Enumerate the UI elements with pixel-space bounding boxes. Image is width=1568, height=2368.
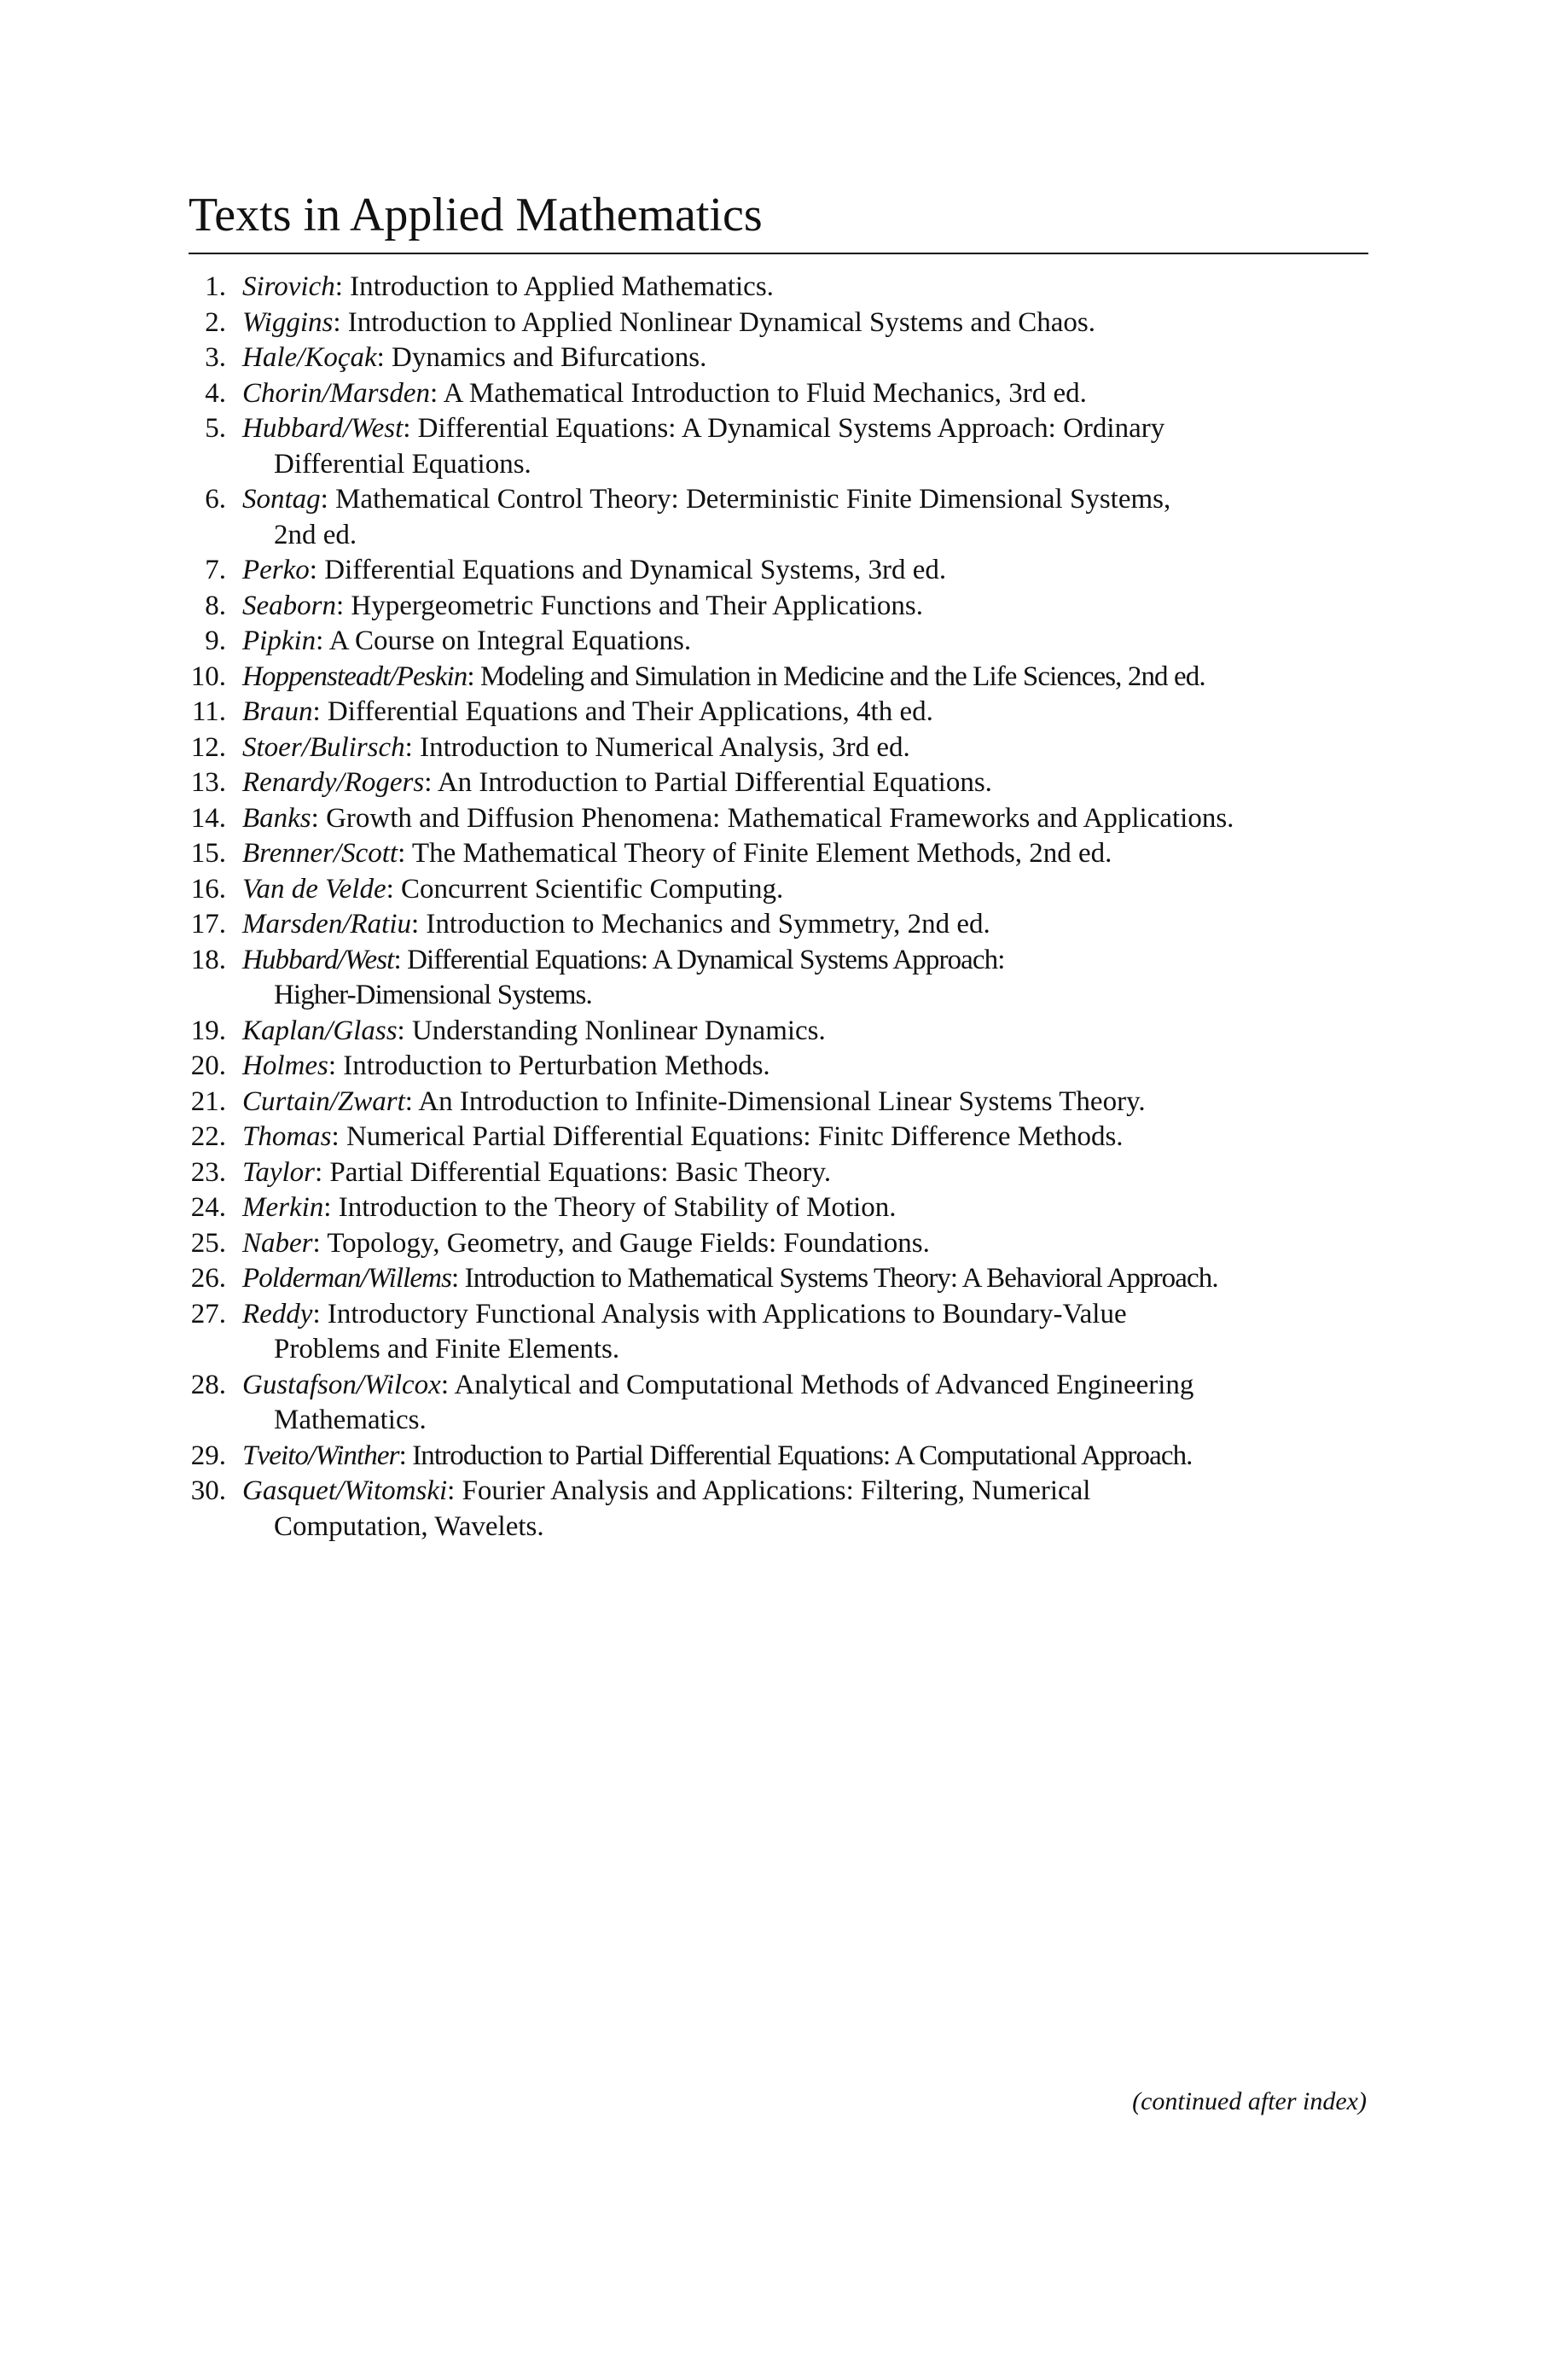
list-item: 27. Reddy: Introductory Functional Analysis with Applications to Boundary-Value Problems and Finite Elements. xyxy=(160,1297,1389,1368)
item-title: Differential Equations: A Dynamical Systems Approach: xyxy=(407,944,1005,975)
item-author: Curtain/Zwart xyxy=(242,1085,405,1117)
item-title: Partial Differential Equations: Basic Theory. xyxy=(329,1156,832,1188)
item-author: Banks xyxy=(242,802,311,834)
item-title: An Introduction to Infinite-Dimensional Linear Systems Theory. xyxy=(418,1085,1146,1117)
item-author: Reddy xyxy=(242,1298,313,1329)
list-item: 2. Wiggins: Introduction to Applied Nonlinear Dynamical Systems and Chaos. xyxy=(160,305,1389,341)
item-title: Introduction to Partial Differential Equations: A Computational Approach. xyxy=(412,1440,1193,1471)
item-number: 15. xyxy=(190,838,226,869)
item-title: Analytical and Computational Methods of Advanced Engineering xyxy=(454,1369,1194,1400)
item-title: Introduction to Perturbation Methods. xyxy=(343,1050,770,1081)
item-author: Thomas xyxy=(242,1121,332,1152)
list-item: 18. Hubbard/West: Differential Equations: A Dynamical Systems Approach: Higher-Dimensional Systems. xyxy=(160,943,1389,1014)
item-title: Modeling and Simulation in Medicine and the Life Sciences, 2nd ed. xyxy=(479,660,1205,692)
item-author: Chorin/Marsden xyxy=(242,377,431,409)
item-author: Seaborn xyxy=(242,590,336,621)
item-number: 22. xyxy=(190,1121,226,1152)
list-item: 5. Hubbard/West: Differential Equations: A Dynamical Systems Approach: Ordinary Differential Equations. xyxy=(160,411,1389,482)
list-item: 4. Chorin/Marsden: A Mathematical Introduction to Fluid Mechanics, 3rd ed. xyxy=(160,376,1389,412)
list-item: 15. Brenner/Scott: The Mathematical Theory of Finite Element Methods, 2nd ed. xyxy=(160,836,1389,872)
item-author: Hubbard/West xyxy=(242,944,394,975)
item-author: Perko xyxy=(242,555,310,585)
list-item: 29. Tveito/Winther: Introduction to Partial Differential Equations: A Computational Approach. xyxy=(160,1439,1389,1475)
item-author: Hale/Koçak xyxy=(242,342,377,373)
item-title: Fourier Analysis and Applications: Filtering, Numerical xyxy=(462,1475,1091,1506)
item-title: Introduction to Applied Mathematics. xyxy=(350,271,774,302)
item-author: Polderman/Willems xyxy=(242,1263,452,1294)
item-title: Mathematical Control Theory: Deterministic Finite Dimensional Systems, xyxy=(335,484,1171,515)
item-author: Holmes xyxy=(242,1050,328,1081)
item-title: Differential Equations and Dynamical Systems, 3rd ed. xyxy=(324,555,947,585)
list-item: 3. Hale/Koçak: Dynamics and Bifurcations. xyxy=(160,340,1389,376)
item-author: Renardy/Rogers xyxy=(242,767,425,798)
item-number: 25. xyxy=(190,1227,226,1259)
list-item: 16. Van de Velde: Concurrent Scientific Computing. xyxy=(160,872,1389,908)
item-title: Topology, Geometry, and Gauge Fields: Foundations. xyxy=(327,1227,930,1259)
list-item: 8. Seaborn: Hypergeometric Functions and Their Applications. xyxy=(160,589,1389,625)
page-title: Texts in Applied Mathematics xyxy=(189,189,763,241)
item-title: An Introduction to Partial Differential Equations. xyxy=(437,767,992,798)
item-title: Differential Equations: A Dynamical Systems Approach: Ordinary xyxy=(417,413,1165,444)
item-title-continued: Mathematics. xyxy=(274,1405,427,1435)
list-item: 22. Thomas: Numerical Partial Differential Equations: Finitc Difference Methods. xyxy=(160,1120,1389,1155)
list-item: 19. Kaplan/Glass: Understanding Nonlinear Dynamics. xyxy=(160,1014,1389,1050)
item-number: 13. xyxy=(190,767,226,798)
item-title: Differential Equations and Their Applications, 4th ed. xyxy=(327,696,933,727)
item-author: Sirovich xyxy=(242,271,335,302)
item-number: 28. xyxy=(190,1369,226,1400)
item-title-continued: Computation, Wavelets. xyxy=(274,1510,544,1542)
item-title-continued: Higher-Dimensional Systems. xyxy=(274,980,592,1010)
item-title: Introduction to Applied Nonlinear Dynamical Systems and Chaos. xyxy=(347,306,1095,338)
item-title: Introduction to Mathematical Systems Theory: A Behavioral Approach. xyxy=(464,1263,1218,1294)
list-item: 1. Sirovich: Introduction to Applied Mathematics. xyxy=(160,270,1389,305)
item-number: 29. xyxy=(190,1440,226,1471)
item-number: 9. xyxy=(205,625,226,656)
item-author: Marsden/Ratiu xyxy=(242,909,411,940)
item-title: Introduction to Mechanics and Symmetry, 2nd ed. xyxy=(426,909,990,940)
list-item: 10. Hoppensteadt/Peskin: Modeling and Simulation in Medicine and the Life Sciences, 2nd ed. xyxy=(160,660,1389,695)
list-item: 7. Perko: Differential Equations and Dynamical Systems, 3rd ed. xyxy=(160,553,1389,589)
item-title: Numerical Partial Differential Equations: Finitc Difference Methods. xyxy=(346,1121,1124,1152)
item-number: 7. xyxy=(205,555,226,585)
title-rule xyxy=(189,253,1368,254)
item-author: Merkin xyxy=(242,1192,324,1223)
item-author: Tveito/Winther xyxy=(242,1440,399,1471)
item-number: 19. xyxy=(190,1015,226,1046)
item-author: Taylor xyxy=(242,1156,315,1188)
item-number: 3. xyxy=(205,342,226,373)
item-number: 23. xyxy=(190,1156,226,1188)
item-author: Sontag xyxy=(242,484,321,515)
item-title-continued: Differential Equations. xyxy=(274,448,531,480)
item-number: 11. xyxy=(191,696,226,727)
item-title: Introductory Functional Analysis with Applications to Boundary-Value xyxy=(327,1298,1127,1329)
list-item: 25. Naber: Topology, Geometry, and Gauge Fields: Foundations. xyxy=(160,1226,1389,1262)
item-author: Hubbard/West xyxy=(242,413,404,444)
item-number: 10. xyxy=(190,660,226,692)
item-number: 21. xyxy=(190,1085,226,1117)
item-author: Gustafson/Wilcox xyxy=(242,1369,441,1400)
item-number: 12. xyxy=(190,731,226,763)
item-author: Gasquet/Witomski xyxy=(242,1475,448,1506)
item-number: 4. xyxy=(205,377,226,409)
item-number: 6. xyxy=(205,484,226,515)
list-item: 26. Polderman/Willems: Introduction to Mathematical Systems Theory: A Behavioral Approach. xyxy=(160,1261,1389,1297)
list-item: 13. Renardy/Rogers: An Introduction to Partial Differential Equations. xyxy=(160,765,1389,801)
item-number: 16. xyxy=(190,873,226,905)
item-number: 14. xyxy=(190,802,226,834)
item-number: 20. xyxy=(190,1050,226,1081)
list-item: 11. Braun: Differential Equations and Their Applications, 4th ed. xyxy=(160,695,1389,730)
item-number: 17. xyxy=(190,909,226,940)
list-item: 9. Pipkin: A Course on Integral Equations. xyxy=(160,624,1389,660)
item-author: Brenner/Scott xyxy=(242,838,398,869)
list-item: 20. Holmes: Introduction to Perturbation Methods. xyxy=(160,1049,1389,1085)
list-item: 17. Marsden/Ratiu: Introduction to Mechanics and Symmetry, 2nd ed. xyxy=(160,907,1389,943)
item-title: Understanding Nonlinear Dynamics. xyxy=(411,1015,826,1046)
item-number: 27. xyxy=(190,1298,226,1329)
item-title: Growth and Diffusion Phenomena: Mathematical Frameworks and Applications. xyxy=(326,802,1234,834)
item-title: Hypergeometric Functions and Their Applications. xyxy=(351,590,923,621)
book-list xyxy=(160,270,1389,1545)
item-number: 30. xyxy=(190,1475,226,1506)
list-item: 28. Gustafson/Wilcox: Analytical and Computational Methods of Advanced Engineering Mathematics. xyxy=(160,1368,1389,1439)
item-number: 26. xyxy=(190,1263,226,1294)
item-title: A Course on Integral Equations. xyxy=(328,625,692,656)
list-item: 23. Taylor: Partial Differential Equations: Basic Theory. xyxy=(160,1155,1389,1191)
list-item: 24. Merkin: Introduction to the Theory of Stability of Motion. xyxy=(160,1190,1389,1226)
item-title: Introduction to Numerical Analysis, 3rd ed. xyxy=(420,731,910,763)
list-item: 12. Stoer/Bulirsch: Introduction to Numerical Analysis, 3rd ed. xyxy=(160,730,1389,766)
item-author: Naber xyxy=(242,1227,313,1259)
item-author: Stoer/Bulirsch xyxy=(242,731,405,763)
item-number: 18. xyxy=(190,944,226,975)
item-author: Pipkin xyxy=(242,625,317,656)
item-author: Braun xyxy=(242,696,313,727)
item-author: Wiggins xyxy=(242,306,334,338)
item-number: 8. xyxy=(205,590,226,621)
list-item: 14. Banks: Growth and Diffusion Phenomena: Mathematical Frameworks and Applications. xyxy=(160,801,1389,837)
item-number: 2. xyxy=(205,306,226,338)
item-number: 1. xyxy=(205,271,226,302)
item-author: Hoppensteadt/Peskin xyxy=(242,660,467,692)
item-title-continued: 2nd ed. xyxy=(274,519,357,550)
continued-note: (continued after index) xyxy=(1132,2087,1367,2115)
item-title: A Mathematical Introduction to Fluid Mechanics, 3rd ed. xyxy=(443,377,1087,409)
item-number: 24. xyxy=(190,1192,226,1223)
list-item: 6. Sontag: Mathematical Control Theory: Deterministic Finite Dimensional Systems, 2nd ed. xyxy=(160,482,1389,553)
item-title: Concurrent Scientific Computing. xyxy=(401,873,784,905)
item-title: The Mathematical Theory of Finite Element Methods, 2nd ed. xyxy=(411,838,1112,869)
item-author: Kaplan/Glass xyxy=(242,1015,398,1046)
item-number: 5. xyxy=(205,413,226,444)
item-author: Van de Velde xyxy=(242,873,386,905)
list-item: 30. Gasquet/Witomski: Fourier Analysis and Applications: Filtering, Numerical Computation, Wavelets. xyxy=(160,1474,1389,1545)
item-title: Dynamics and Bifurcations. xyxy=(392,342,707,373)
list-item: 21. Curtain/Zwart: An Introduction to Infinite-Dimensional Linear Systems Theory. xyxy=(160,1085,1389,1120)
item-title: Introduction to the Theory of Stability of Motion. xyxy=(338,1192,897,1223)
item-title-continued: Problems and Finite Elements. xyxy=(274,1334,620,1364)
